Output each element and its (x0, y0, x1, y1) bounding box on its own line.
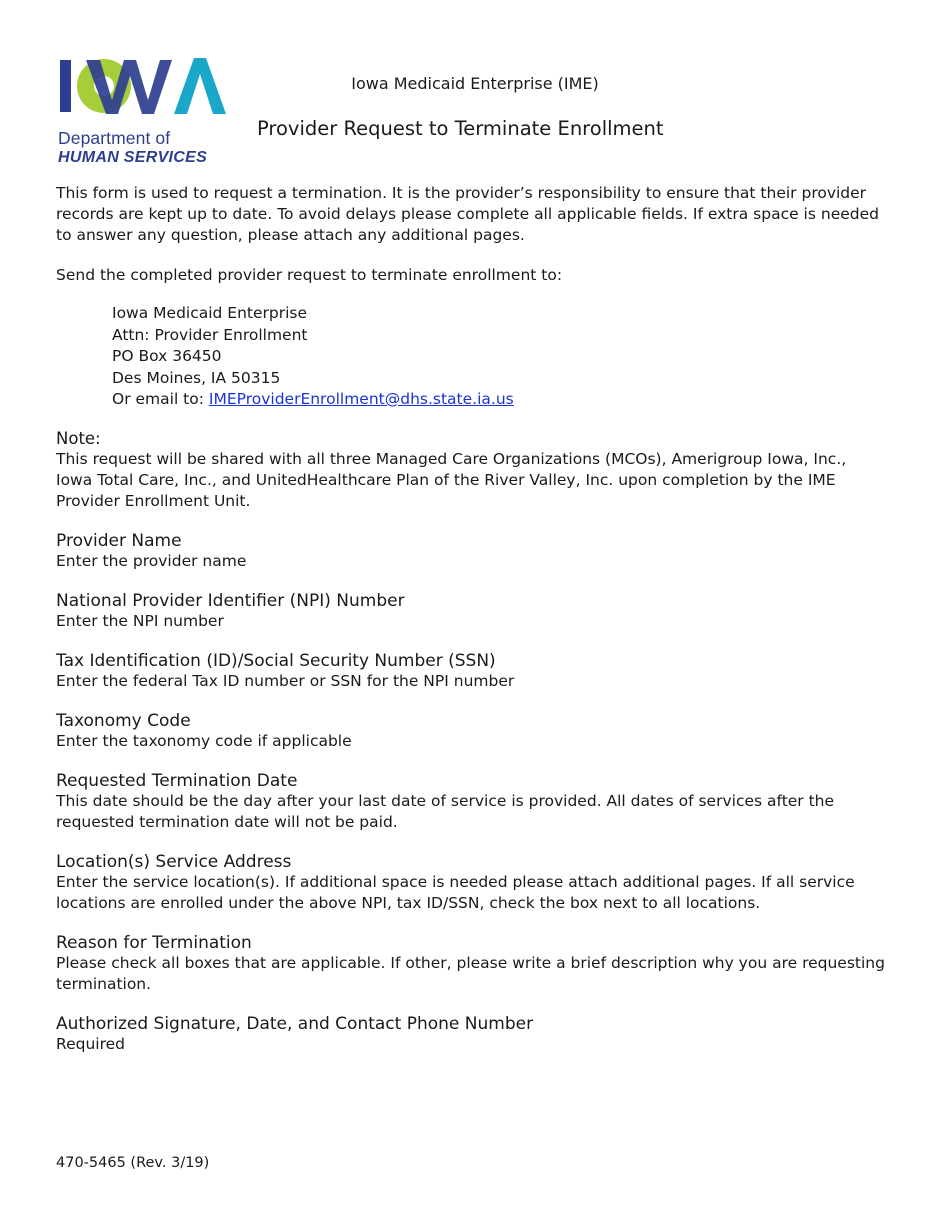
section-authorized-signature (56, 1014, 886, 1055)
section-title: Provider Name (56, 530, 182, 551)
send-to-text: Send the completed provider request to terminate enrollment to: (56, 266, 563, 284)
intro-paragraph: This form is used to request a termination. It is the provider’s responsibility to ensure that their provider records are kept up to date. To avoid delays please complete all applicable fields. If extra space is needed to answer any question, please attach any additional pages. (56, 184, 879, 244)
address-line-1: Iowa Medicaid Enterprise (112, 304, 308, 322)
section-title: Authorized Signature, Date, and Contact Phone Number (56, 1013, 534, 1034)
note-section (56, 429, 886, 512)
section-title: Tax Identification (ID)/Social Security Number (SSN) (56, 650, 496, 671)
section-npi-number (56, 591, 886, 632)
address-line-2: Attn: Provider Enrollment (112, 325, 308, 344)
address-line-3: PO Box 36450 (112, 347, 222, 365)
section-termination-date (56, 771, 886, 833)
section-text: Enter the taxonomy code if applicable (56, 731, 352, 750)
mailing-address (56, 303, 886, 411)
email-line (112, 389, 886, 411)
section-taxonomy-code (56, 711, 886, 752)
section-title: Requested Termination Date (56, 770, 298, 791)
section-text: Enter the provider name (56, 551, 247, 570)
section-service-address (56, 852, 886, 914)
section-text: Enter the federal Tax ID number or SSN for the NPI number (56, 671, 515, 690)
section-title: Reason for Termination (56, 932, 252, 953)
form-instructions (56, 183, 886, 1074)
organization-name (0, 74, 950, 93)
section-tax-id-ssn (56, 651, 886, 692)
section-title: Taxonomy Code (56, 710, 191, 731)
section-title: National Provider Identifier (NPI) Number (56, 590, 405, 611)
section-provider-name (56, 531, 886, 572)
organization-name-text: Iowa Medicaid Enterprise (IME) (351, 74, 599, 93)
section-title: Location(s) Service Address (56, 851, 292, 872)
email-prefix: Or email to: (112, 390, 209, 408)
logo-human-services-text: HUMAN SERVICES (58, 149, 208, 166)
section-text: Enter the NPI number (56, 611, 224, 630)
note-title: Note: (56, 428, 101, 448)
address-line-4: Des Moines, IA 50315 (112, 368, 281, 387)
email-link[interactable]: IMEProviderEnrollment@dhs.state.ia.us (208, 390, 514, 408)
section-termination-reason (56, 933, 886, 995)
iowa-dhs-logo (56, 54, 226, 170)
section-text: Required (56, 1034, 125, 1053)
note-text: This request will be shared with all three Managed Care Organizations (MCOs), Amerigroup Iowa, Inc., Iowa Total Care, Inc., and UnitedHealthcare Plan of the River Valley, Inc. upon completion by the IME Provider Enrollment Unit. (56, 449, 847, 510)
form-number-footer: 470-5465 (Rev. 3/19) (56, 1155, 210, 1171)
section-text: This date should be the day after your last date of service is provided. All dates of services after the requested termination date will not be paid. (56, 791, 835, 831)
section-text: Enter the service location(s). If additional space is needed please attach additional pages. If all service locations are enrolled under the above NPI, tax ID/SSN, check the box next to all locations. (56, 872, 855, 912)
logo-department-text: Department of (58, 128, 171, 148)
form-title: Provider Request to Terminate Enrollment (257, 117, 664, 140)
section-text: Please check all boxes that are applicable. If other, please write a brief description why you are requesting termination. (56, 953, 885, 993)
